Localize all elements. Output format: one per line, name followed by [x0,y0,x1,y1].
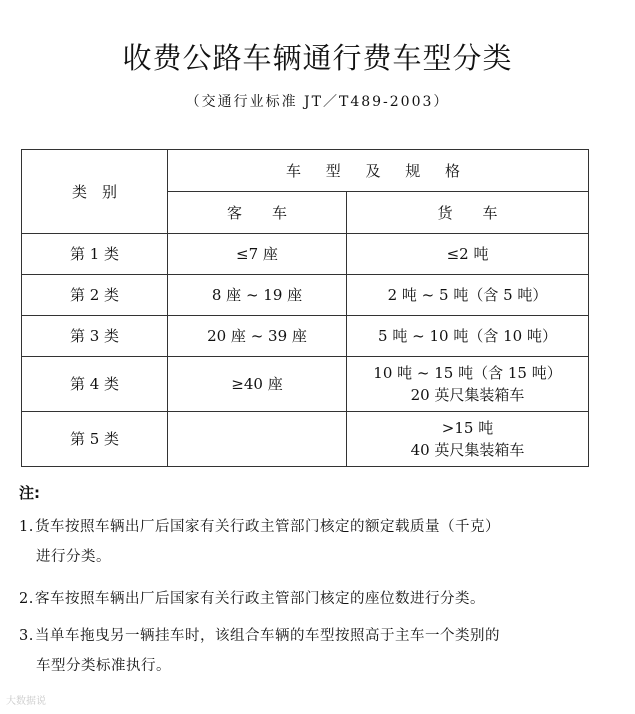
row-truck-line2: 40 英尺集装箱车 [410,441,525,459]
row-truck [347,357,589,412]
header-truck: 货 车 [347,192,589,234]
table-row [22,412,589,467]
note-text: 货车按照车辆出厂后国家有关行政主管部门核定的额定载质量（千克） [35,519,500,535]
document-subtitle: （交通行业标准 JT／T489-2003） [185,94,450,110]
row-truck-line2: 20 英尺集装箱车 [410,386,525,404]
row-category: 第 3 类 [22,316,168,357]
table-row [22,357,589,412]
row-category: 第 2 类 [22,275,168,316]
row-truck-line1: 10 吨 ~ 15 吨（含 15 吨） [373,364,562,382]
row-truck [347,412,589,467]
watermark: 大数据说 [6,696,46,707]
document-title: 收费公路车辆通行费车型分类 [122,41,513,75]
note-text-continued: 车型分类标准执行。 [36,658,171,674]
header-spec: 车 型 及 规 格 [168,150,589,192]
vehicle-class-table [21,149,589,467]
row-category: 第 1 类 [22,234,168,275]
row-category: 第 4 类 [22,357,168,412]
row-truck-line1: >15 吨 [441,419,494,437]
note-number: 1. [19,519,34,535]
note-text: 客车按照车辆出厂后国家有关行政主管部门核定的座位数进行分类。 [35,591,485,607]
table-row [22,316,589,357]
row-truck-line1: 2 吨 ~ 5 吨（含 5 吨） [387,286,548,304]
row-passenger: ≥40 座 [168,357,347,412]
row-passenger: 8 座 ~ 19 座 [168,275,347,316]
table-row [22,234,589,275]
row-truck-line1: ≤2 吨 [446,245,489,263]
note-text: 当单车拖曳另一辆挂车时，该组合车辆的车型按照高于主车一个类别的 [35,628,500,644]
note-item [19,512,619,572]
row-passenger [168,412,347,467]
notes-heading: 注: [19,484,40,502]
row-passenger: ≤7 座 [168,234,347,275]
note-number: 3. [19,628,34,644]
row-passenger: 20 座 ~ 39 座 [168,316,347,357]
header-passenger: 客 车 [168,192,347,234]
row-truck [347,275,589,316]
header-category: 类 别 [22,150,168,234]
row-category: 第 5 类 [22,412,168,467]
note-number: 2. [19,591,34,607]
note-item [19,584,619,614]
note-text-continued: 进行分类。 [36,549,111,565]
row-truck [347,316,589,357]
note-item [19,621,619,681]
row-truck [347,234,589,275]
table-row [22,275,589,316]
row-truck-line1: 5 吨 ~ 10 吨（含 10 吨） [378,327,557,345]
